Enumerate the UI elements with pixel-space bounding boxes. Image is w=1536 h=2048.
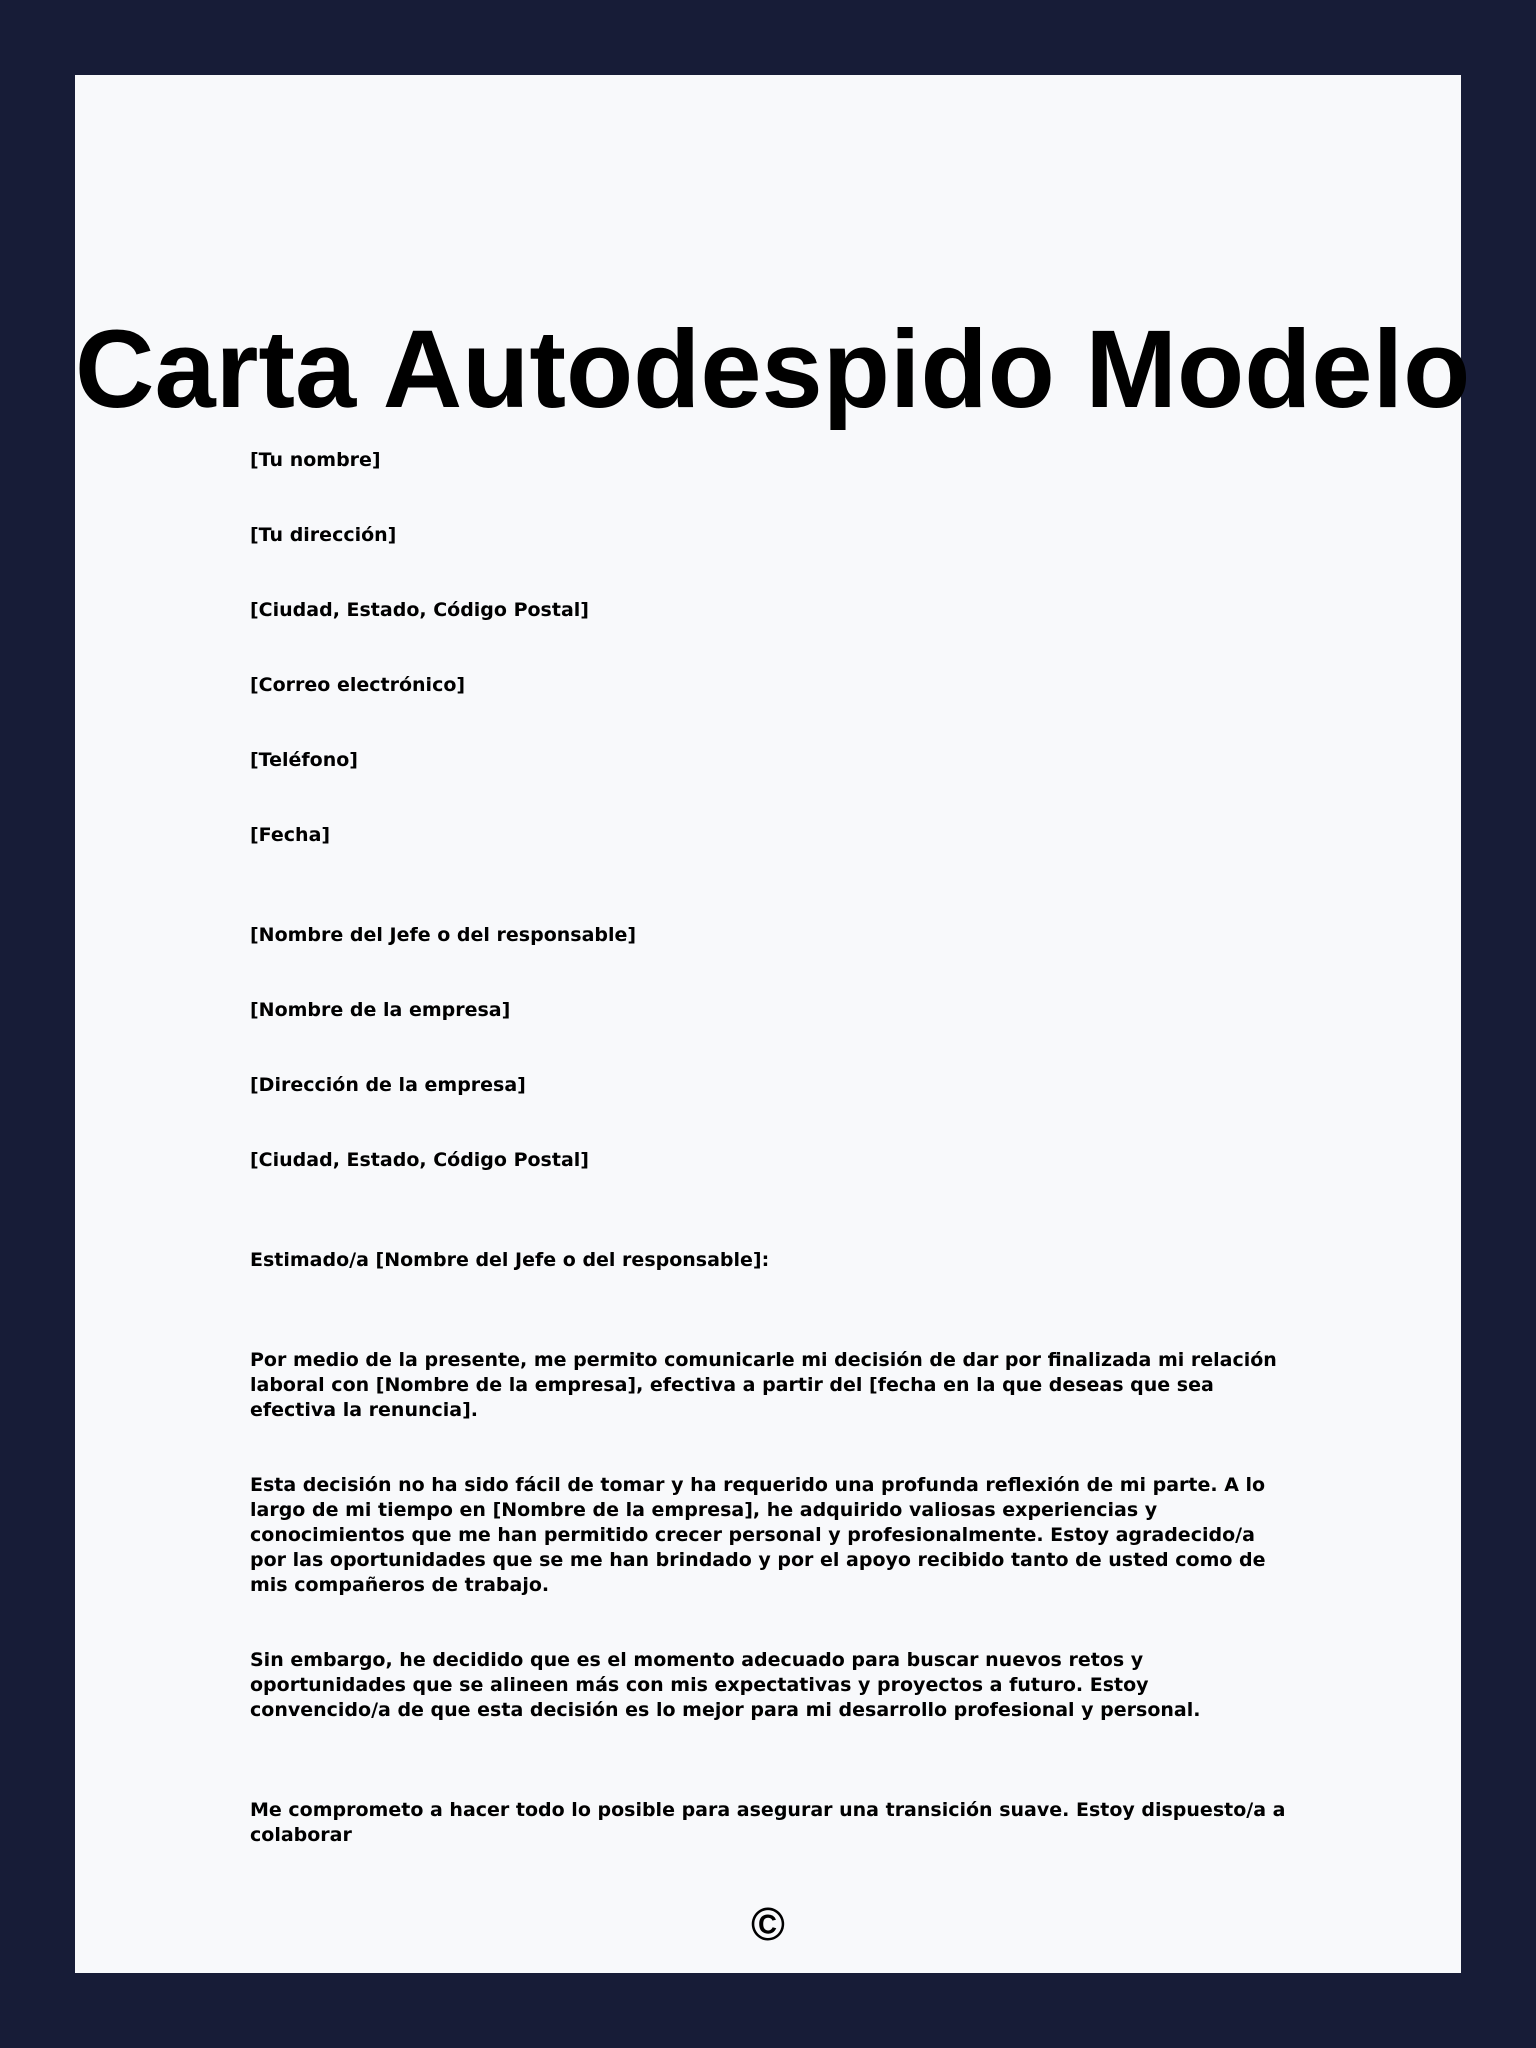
sender-address: [Tu dirección] [250,524,397,546]
sender-name: [Tu nombre] [250,449,381,471]
recipient-company: [Nombre de la empresa] [250,999,511,1021]
body-paragraph: Sin embargo, he decidido que es el momento adecuado para buscar nuevos retos y oportunidades que se alineen más con mis expectativas y proyectos a futuro. Estoy convencido/a de que esta decisión es lo mejor para mi desarrollo profesional y personal. [250,1649,1201,1721]
recipient-name: [Nombre del Jefe o del responsable] [250,924,637,946]
salutation: Estimado/a [Nombre del Jefe o del responsable]: [250,1249,770,1271]
recipient-address: [Dirección de la empresa] [250,1074,526,1096]
sender-email: [Correo electrónico] [250,674,466,696]
letter-date: [Fecha] [250,824,331,846]
recipient-city: [Ciudad, Estado, Código Postal] [250,1149,589,1171]
body-paragraph: Esta decisión no ha sido fácil de tomar y ha requerido una profunda reflexión de mi parte. A lo largo de mi tiempo en [Nombre de la empresa], he adquirido valiosas experiencias y conocimientos que me han permitido crecer personal y profesionalmente. Estoy agradecido/a por las oportunidades que se me han brindado y por el apoyo recibido tanto de usted como de mis compañeros de trabajo. [250,1474,1266,1596]
body-paragraph: Me comprometo a hacer todo lo posible para asegurar una transición suave. Estoy dispuesto/a a colaborar [250,1799,1286,1846]
body-paragraph: Por medio de la presente, me permito comunicarle mi decisión de dar por finalizada mi relación laboral con [Nombre de la empresa], efectiva a partir del [fecha en la que deseas que sea efectiva la renuncia]. [250,1349,1277,1421]
letter-page [75,75,1471,1973]
copyright-icon: © [751,1898,785,1950]
sender-city: [Ciudad, Estado, Código Postal] [250,599,589,621]
sender-phone: [Teléfono] [250,749,358,771]
page-title: Carta Autodespido Modelo [75,308,1471,431]
